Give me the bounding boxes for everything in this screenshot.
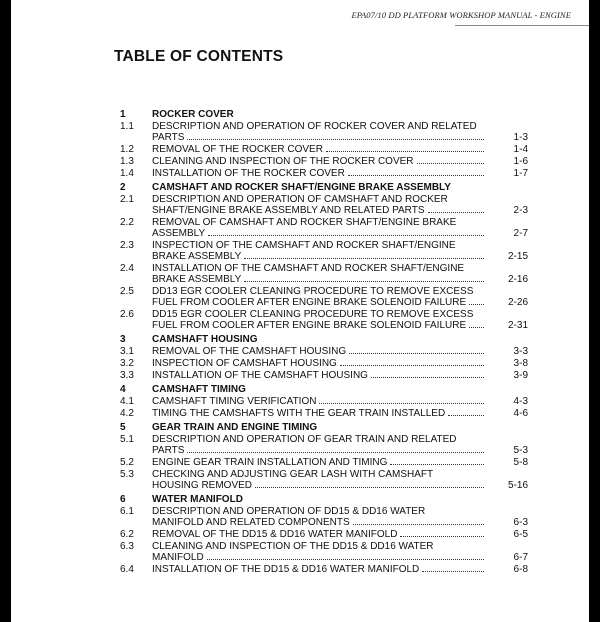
entry-number: 4.2 <box>120 408 134 419</box>
entry-title-line: INSPECTION OF THE CAMSHAFT AND ROCKER SHAFT/ENGINE <box>152 240 456 251</box>
entry-title-line: SHAFT/ENGINE BRAKE ASSEMBLY AND RELATED PARTS <box>152 205 425 216</box>
entry-number: 5.3 <box>120 469 134 480</box>
entry-page-number: 3-9 <box>513 370 528 381</box>
dot-leader <box>390 457 484 465</box>
entry-number: 3.1 <box>120 346 134 357</box>
toc-entry[interactable] <box>120 457 528 468</box>
toc-entry[interactable] <box>120 469 528 491</box>
dot-leader <box>371 370 484 378</box>
manual-page <box>11 0 589 622</box>
entry-title-line: DESCRIPTION AND OPERATION OF GEAR TRAIN AND RELATED <box>152 434 457 445</box>
entry-number: 5.2 <box>120 457 134 468</box>
dot-leader <box>353 517 484 525</box>
section-title: CAMSHAFT TIMING <box>152 384 246 395</box>
entry-title-line: DESCRIPTION AND OPERATION OF DD15 & DD16 WATER <box>152 506 426 517</box>
section-heading[interactable] <box>120 107 528 120</box>
dot-leader <box>448 408 484 416</box>
header-rule <box>455 25 589 26</box>
entry-title-line: REMOVAL OF THE CAMSHAFT HOUSING <box>152 346 347 357</box>
entry-title-line: BRAKE ASSEMBLY <box>152 251 242 262</box>
toc-section <box>120 180 528 331</box>
toc-entry[interactable] <box>120 541 528 563</box>
table-of-contents <box>120 106 528 575</box>
dot-leader <box>244 251 484 259</box>
section-title: GEAR TRAIN AND ENGINE TIMING <box>152 422 318 433</box>
dot-leader <box>469 297 484 305</box>
dot-leader <box>349 346 484 354</box>
dot-leader <box>187 132 484 140</box>
entry-number: 3.3 <box>120 370 134 381</box>
entry-title-line: HOUSING REMOVED <box>152 480 253 491</box>
entry-number: 6.2 <box>120 529 134 540</box>
entry-number: 1.3 <box>120 156 134 167</box>
toc-entry[interactable] <box>120 358 528 369</box>
toc-entry[interactable] <box>120 370 528 381</box>
entry-number: 4.1 <box>120 396 134 407</box>
section-title: CAMSHAFT AND ROCKER SHAFT/ENGINE BRAKE ASSEMBLY <box>152 182 451 193</box>
toc-entry[interactable] <box>120 217 528 239</box>
entry-page-number: 1-6 <box>513 156 528 167</box>
toc-section <box>120 492 528 575</box>
toc-entry[interactable] <box>120 286 528 308</box>
entry-title-line: REMOVAL OF THE DD15 & DD16 WATER MANIFOLD <box>152 529 398 540</box>
entry-page-number: 3-3 <box>513 346 528 357</box>
dot-leader <box>417 156 484 164</box>
toc-section <box>120 332 528 381</box>
section-heading[interactable] <box>120 332 528 345</box>
entry-page-number: 3-8 <box>513 358 528 369</box>
entry-title-line: FUEL FROM COOLER AFTER ENGINE BRAKE SOLENOID FAILURE <box>152 297 467 308</box>
section-number: 1 <box>120 109 126 120</box>
entry-number: 3.2 <box>120 358 134 369</box>
entry-number: 1.4 <box>120 168 134 179</box>
entry-number: 1.1 <box>120 121 134 132</box>
entry-title-line: ASSEMBLY <box>152 228 206 239</box>
entry-title-line: CAMSHAFT TIMING VERIFICATION <box>152 396 317 407</box>
section-title: ROCKER COVER <box>152 109 234 120</box>
entry-page-number: 4-6 <box>513 408 528 419</box>
entry-title-line: CLEANING AND INSPECTION OF THE DD15 & DD16 WATER <box>152 541 434 552</box>
entry-number: 2.6 <box>120 309 134 320</box>
toc-entry[interactable] <box>120 506 528 528</box>
entry-page-number: 2-7 <box>513 228 528 239</box>
entry-title-line: PARTS <box>152 132 185 143</box>
dot-leader <box>187 445 484 453</box>
section-number: 5 <box>120 422 126 433</box>
toc-entry[interactable] <box>120 121 528 143</box>
section-number: 3 <box>120 334 126 345</box>
toc-entry[interactable] <box>120 346 528 357</box>
toc-entry[interactable] <box>120 156 528 167</box>
toc-entry[interactable] <box>120 168 528 179</box>
entry-title-line: REMOVAL OF THE ROCKER COVER <box>152 144 323 155</box>
running-header: EPA07/10 DD PLATFORM WORKSHOP MANUAL - ENGINE <box>351 10 571 20</box>
toc-entry[interactable] <box>120 144 528 155</box>
dot-leader <box>469 320 484 328</box>
entry-page-number: 1-4 <box>513 144 528 155</box>
section-number: 6 <box>120 494 126 505</box>
page-title: TABLE OF CONTENTS <box>114 48 284 65</box>
toc-section <box>120 107 528 179</box>
entry-title-line: INSTALLATION OF THE DD15 & DD16 WATER MANIFOLD <box>152 564 420 575</box>
dot-leader <box>326 144 484 152</box>
toc-entry[interactable] <box>120 194 528 216</box>
entry-number: 6.3 <box>120 541 134 552</box>
entry-title-line: INSPECTION OF CAMSHAFT HOUSING <box>152 358 337 369</box>
section-number: 2 <box>120 182 126 193</box>
entry-title-line: INSTALLATION OF THE CAMSHAFT AND ROCKER SHAFT/ENGINE <box>152 263 465 274</box>
entry-page-number: 6-7 <box>513 552 528 563</box>
entry-page-number: 2-3 <box>513 205 528 216</box>
entry-title-line: ENGINE GEAR TRAIN INSTALLATION AND TIMING <box>152 457 388 468</box>
toc-entry[interactable] <box>120 240 528 262</box>
entry-number: 6.1 <box>120 506 134 517</box>
entry-title-line: DESCRIPTION AND OPERATION OF ROCKER COVER AND RELATED <box>152 121 477 132</box>
dot-leader <box>244 274 484 282</box>
entry-page-number: 4-3 <box>513 396 528 407</box>
entry-title-line: TIMING THE CAMSHAFTS WITH THE GEAR TRAIN INSTALLED <box>152 408 446 419</box>
entry-title-line: INSTALLATION OF THE CAMSHAFT HOUSING <box>152 370 368 381</box>
entry-page-number: 1-7 <box>513 168 528 179</box>
dot-leader <box>319 396 484 404</box>
section-heading[interactable] <box>120 420 528 433</box>
entry-title-line: PARTS <box>152 445 185 456</box>
entry-title-line: CLEANING AND INSPECTION OF THE ROCKER COVER <box>152 156 414 167</box>
entry-number: 2.5 <box>120 286 134 297</box>
dot-leader <box>207 552 484 560</box>
dot-leader <box>348 168 484 176</box>
entry-title-line: CHECKING AND ADJUSTING GEAR LASH WITH CAMSHAFT <box>152 469 434 480</box>
section-heading[interactable] <box>120 492 528 505</box>
entry-page-number: 2-15 <box>507 251 528 262</box>
section-heading[interactable] <box>120 180 528 193</box>
toc-entry[interactable] <box>120 263 528 285</box>
entry-page-number: 6-3 <box>513 517 528 528</box>
entry-number: 1.2 <box>120 144 134 155</box>
section-heading[interactable] <box>120 382 528 395</box>
entry-title-line: BRAKE ASSEMBLY <box>152 274 242 285</box>
dot-leader <box>255 480 484 488</box>
dot-leader <box>208 228 484 236</box>
entry-title-line: MANIFOLD AND RELATED COMPONENTS <box>152 517 350 528</box>
entry-number: 5.1 <box>120 434 134 445</box>
section-title: CAMSHAFT HOUSING <box>152 334 258 345</box>
entry-page-number: 2-16 <box>507 274 528 285</box>
entry-title-line: FUEL FROM COOLER AFTER ENGINE BRAKE SOLENOID FAILURE <box>152 320 467 331</box>
entry-page-number: 2-31 <box>507 320 528 331</box>
dot-leader <box>428 205 485 213</box>
entry-page-number: 5-3 <box>513 445 528 456</box>
entry-page-number: 6-5 <box>513 529 528 540</box>
toc-section <box>120 420 528 491</box>
entry-title-line: DD15 EGR COOLER CLEANING PROCEDURE TO REMOVE EXCESS <box>152 309 474 320</box>
entry-title-line: REMOVAL OF CAMSHAFT AND ROCKER SHAFT/ENGINE BRAKE <box>152 217 457 228</box>
entry-page-number: 5-16 <box>507 480 528 491</box>
toc-entry[interactable] <box>120 434 528 456</box>
entry-number: 6.4 <box>120 564 134 575</box>
toc-entry[interactable] <box>120 564 528 575</box>
toc-entry[interactable] <box>120 529 528 540</box>
section-number: 4 <box>120 384 126 395</box>
entry-title-line: DD13 EGR COOLER CLEANING PROCEDURE TO REMOVE EXCESS <box>152 286 474 297</box>
entry-number: 2.1 <box>120 194 134 205</box>
entry-title-line: INSTALLATION OF THE ROCKER COVER <box>152 168 345 179</box>
toc-section <box>120 382 528 419</box>
dot-leader <box>422 564 484 572</box>
entry-page-number: 1-3 <box>513 132 528 143</box>
toc-entry[interactable] <box>120 309 528 331</box>
entry-number: 2.2 <box>120 217 134 228</box>
toc-entry[interactable] <box>120 408 528 419</box>
entry-number: 2.3 <box>120 240 134 251</box>
section-title: WATER MANIFOLD <box>152 494 243 505</box>
dot-leader <box>400 529 484 537</box>
entry-title-line: DESCRIPTION AND OPERATION OF CAMSHAFT AND ROCKER <box>152 194 448 205</box>
entry-page-number: 6-8 <box>513 564 528 575</box>
entry-title-line: MANIFOLD <box>152 552 204 563</box>
entry-page-number: 5-8 <box>513 457 528 468</box>
entry-number: 2.4 <box>120 263 134 274</box>
toc-entry[interactable] <box>120 396 528 407</box>
entry-page-number: 2-26 <box>507 297 528 308</box>
dot-leader <box>340 358 484 366</box>
